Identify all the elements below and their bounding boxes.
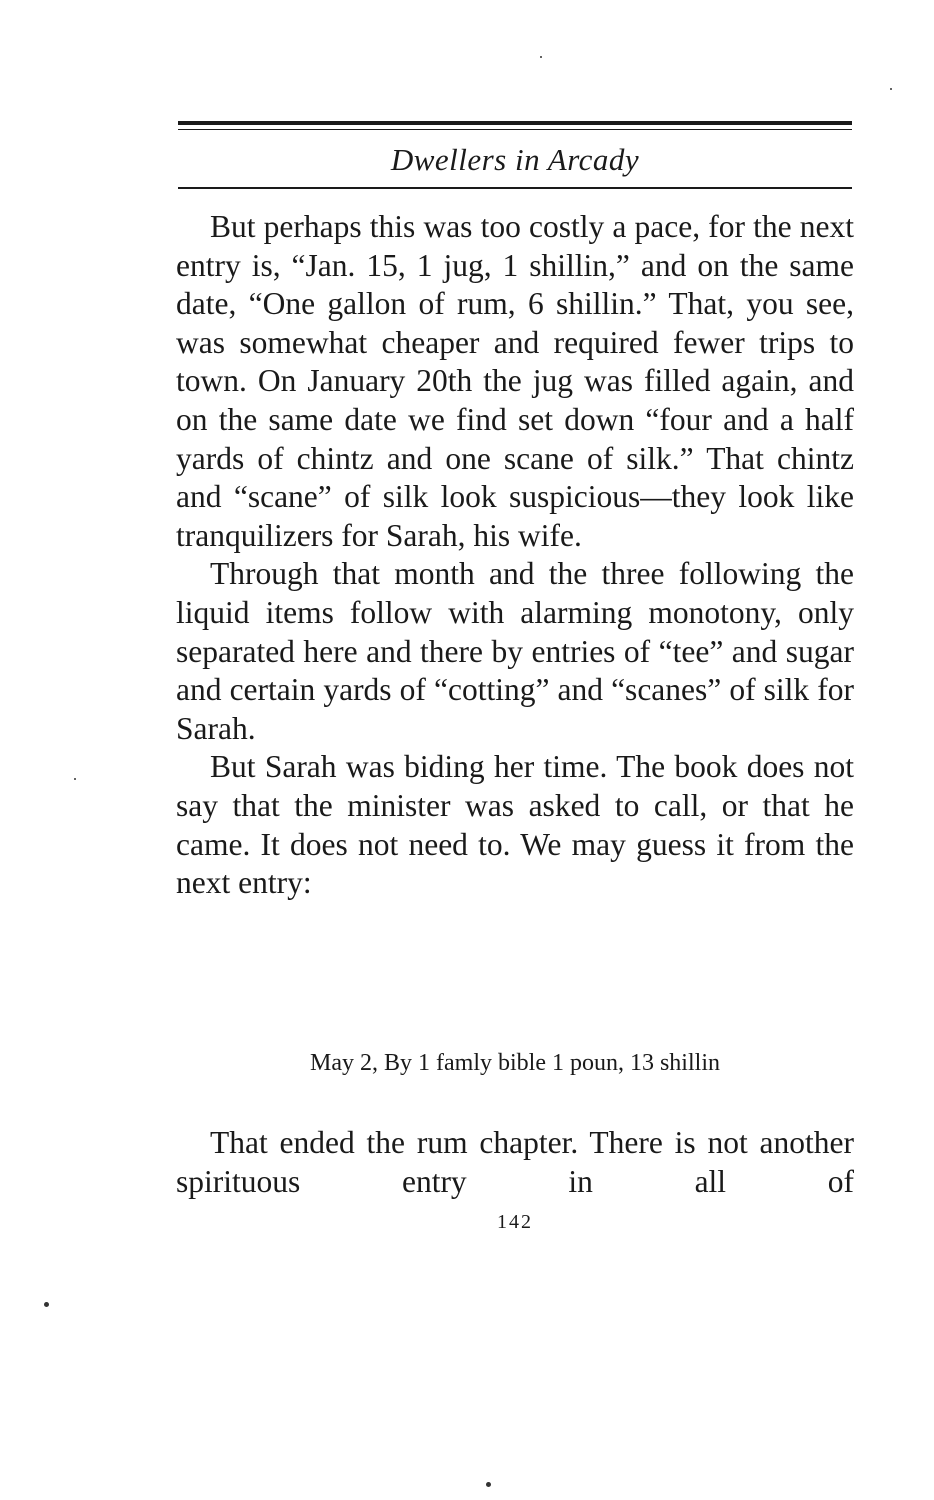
scan-speck [44,1302,49,1307]
body-text [176,208,854,903]
ledger-entry: May 2, By 1 famly bible 1 poun, 13 shillin [310,1050,720,1076]
header-rule-thin [178,129,852,130]
header-rule-thick [178,121,852,125]
page-number: 142 [497,1211,533,1233]
closing-paragraph: That ended the rum chapter. There is not another spirituous entry in all of [176,1125,854,1199]
scan-speck [74,778,76,780]
paragraph-2: Through that month and the three following the liquid items follow with alarming monotony, only separated here and there by entries of “tee” and sugar and certain yards of “cotting” and “scanes” of silk for Sarah. [176,556,854,746]
scan-speck [486,1482,491,1487]
scan-speck [540,56,542,58]
header-rule-bottom [178,187,852,189]
running-head: Dwellers in Arcady [390,142,640,177]
paragraph-1: But perhaps this was too costly a pace, for the next entry is, “Jan. 15, 1 jug, 1 shillin,” and on the same date, “One gallon of rum, 6 shillin.” That, you see, was somewhat cheaper and required fewer trips to town. On January 20th the jug was filled again, and on the same date we find set down “four and a half yards of chintz and one scane of silk.” That chintz and “scane” of silk look suspicious—they look like tranquilizers for Sarah, his wife. [176,209,854,553]
scan-speck [890,88,892,90]
closing-text [176,1124,854,1201]
paragraph-3: But Sarah was biding her time. The book does not say that the minister was asked to call, or that he came. It does not need to. We may guess it from the next entry: [176,749,854,901]
